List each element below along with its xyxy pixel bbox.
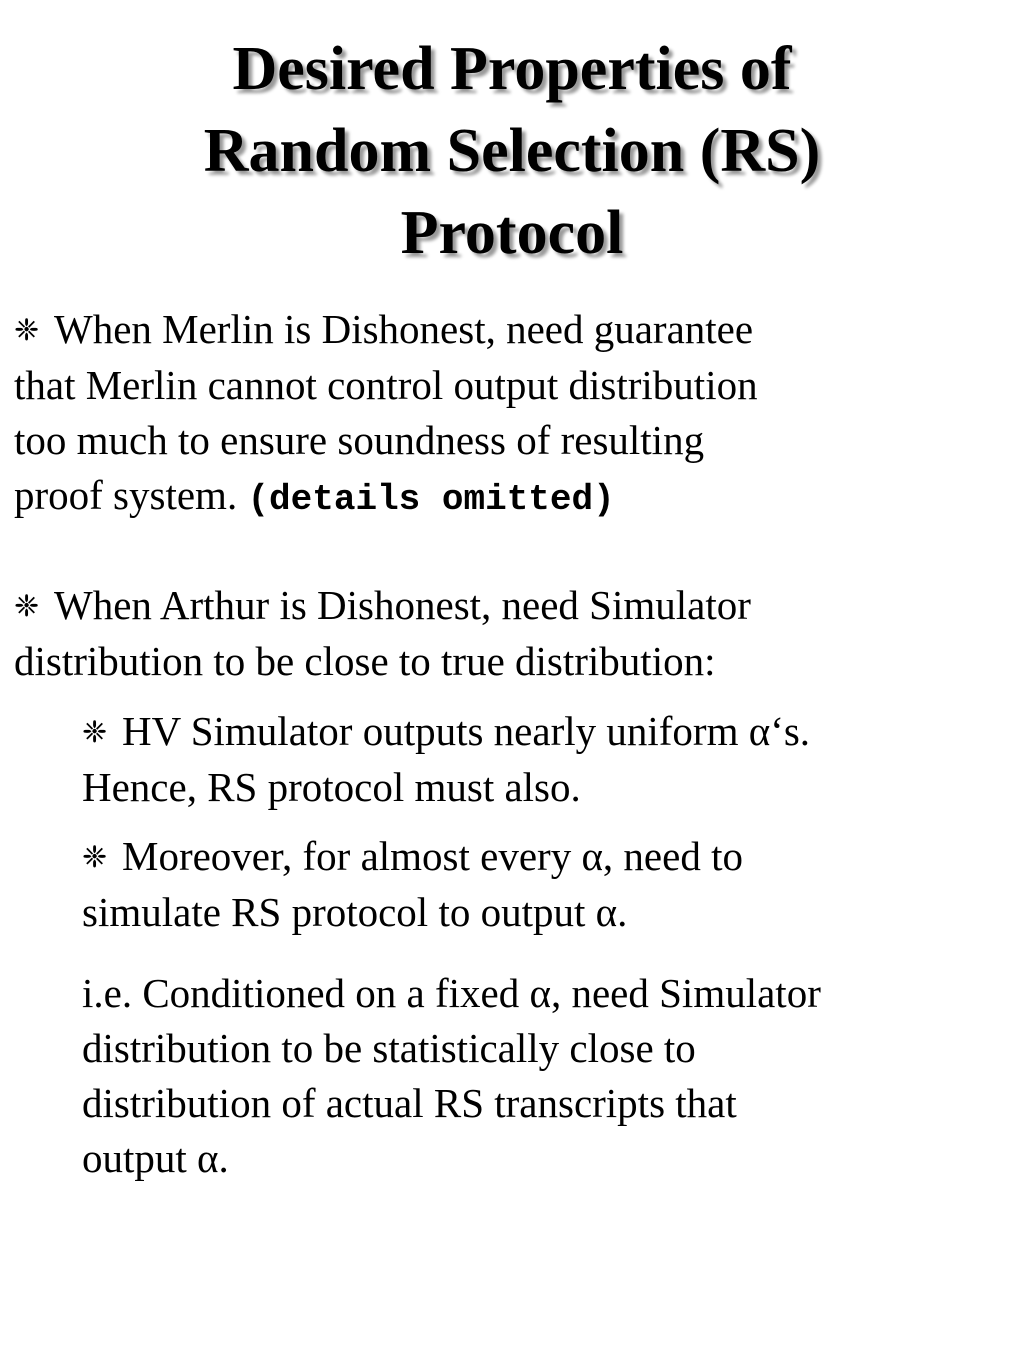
details-omitted-code: (details omitted) — [247, 479, 615, 520]
para5-line-4: output α. — [82, 1135, 229, 1181]
para2-line-1: When Arthur is Dishonest, need Simulator — [54, 582, 751, 628]
para2-line-2: distribution to be close to true distribution: — [14, 638, 716, 684]
para1-line-2: that Merlin cannot control output distribution — [14, 362, 758, 408]
para1-line-1: When Merlin is Dishonest, need guarantee — [54, 306, 754, 352]
sub-bullet-hv-simulator — [82, 704, 1012, 815]
para3-line-1: HV Simulator outputs nearly uniform α‘s. — [122, 708, 811, 754]
bullet-merlin-dishonest — [14, 302, 1004, 527]
snowflake-bullet-icon: ❈ — [82, 715, 108, 750]
slide-title — [0, 28, 1024, 274]
para1-line-4: proof system. — [14, 472, 248, 518]
snowflake-bullet-icon: ❈ — [14, 313, 40, 348]
para5-line-2: distribution to be statistically close to — [82, 1025, 696, 1071]
ie-conditioned-paragraph — [82, 966, 1012, 1186]
snowflake-bullet-icon: ❈ — [14, 589, 40, 624]
para5-line-1: i.e. Conditioned on a fixed α, need Simulator — [82, 970, 821, 1016]
sub-bullet-moreover — [82, 829, 1012, 940]
bullet-arthur-dishonest — [14, 578, 1004, 689]
snowflake-bullet-icon: ❈ — [82, 840, 108, 875]
para4-line-1: Moreover, for almost every α, need to — [122, 833, 743, 879]
para1-line-3: too much to ensure soundness of resulting — [14, 417, 705, 463]
para5-line-3: distribution of actual RS transcripts that — [82, 1080, 737, 1126]
para3-line-2: Hence, RS protocol must also. — [82, 764, 581, 810]
title-line-2: Random Selection (RS) — [203, 117, 821, 185]
title-line-3: Protocol — [400, 199, 624, 267]
para4-line-2: simulate RS protocol to output α. — [82, 889, 628, 935]
title-line-1: Desired Properties of — [232, 35, 792, 103]
